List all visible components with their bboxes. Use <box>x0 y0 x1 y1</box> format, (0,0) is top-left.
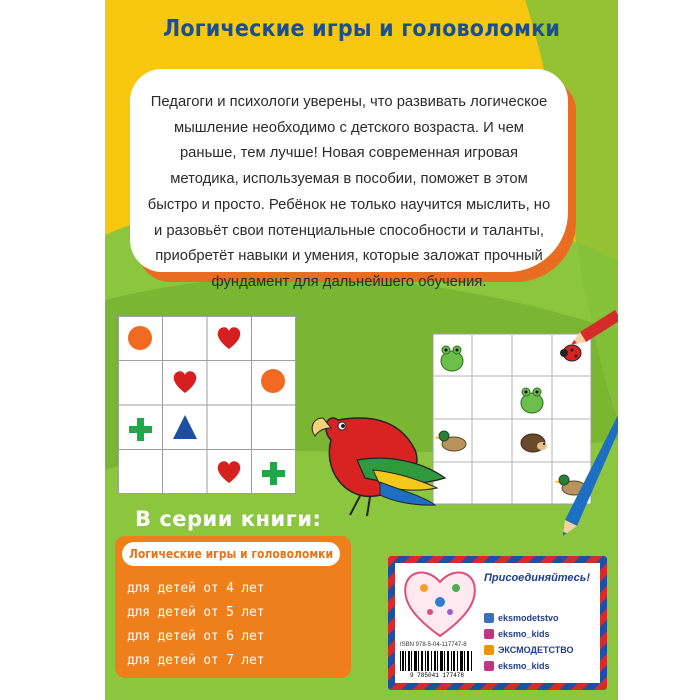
social-links <box>484 610 574 674</box>
series-item: для детей от 5 лет <box>127 605 265 620</box>
social-link-ok[interactable] <box>484 642 574 658</box>
series-list <box>127 577 264 673</box>
vk-icon <box>484 613 494 623</box>
series-title: В серии книги: <box>135 507 322 531</box>
social-link-vk[interactable] <box>484 610 574 626</box>
social-label: eksmodetstvo <box>498 613 559 623</box>
series-name: Логические игры и головоломки <box>122 542 340 566</box>
barcode <box>400 651 474 677</box>
social-link-instagram[interactable] <box>484 658 574 674</box>
book-back-cover <box>105 0 618 700</box>
heart-logo-icon <box>402 566 478 638</box>
social-label: eksmo_kids <box>498 629 550 639</box>
social-label: eksmo_kids <box>498 661 550 671</box>
parrot-icon <box>312 418 445 516</box>
ok-icon <box>484 645 494 655</box>
social-link-instagram[interactable] <box>484 626 574 642</box>
isbn-text: ISBN 978-5-04-117747-8 <box>400 642 467 648</box>
red-pencil-icon <box>571 310 618 345</box>
barcode-number: 9 785041 177478 <box>409 672 465 677</box>
social-label: ЭКСМОДЕТСТВО <box>498 645 574 655</box>
series-item: для детей от 6 лет <box>127 629 265 644</box>
instagram-icon <box>484 661 494 671</box>
book-title: Логические игры и головоломки <box>162 16 561 42</box>
instagram-icon <box>484 629 494 639</box>
series-item: для детей от 4 лет <box>127 581 265 596</box>
series-item: для детей от 7 лет <box>127 653 265 668</box>
blue-pencil-icon <box>563 415 618 536</box>
join-label: Присоединяйтесь! <box>484 572 590 584</box>
publisher-card <box>388 556 607 690</box>
description-text: Педагоги и психологи уверены, что развивать логическое мышление необходимо с детского возраста. И чем раньше, тем лучше! Новая современная игровая методика, используемая в пособии, поможет в этом быстро и просто. Ребёнок не только научится мыслить, но и разовьёт свои потенциальные способности и таланты, приобретёт навыки и умения, которые заложат прочный фундамент для дальнейшего обучения. <box>147 94 551 290</box>
